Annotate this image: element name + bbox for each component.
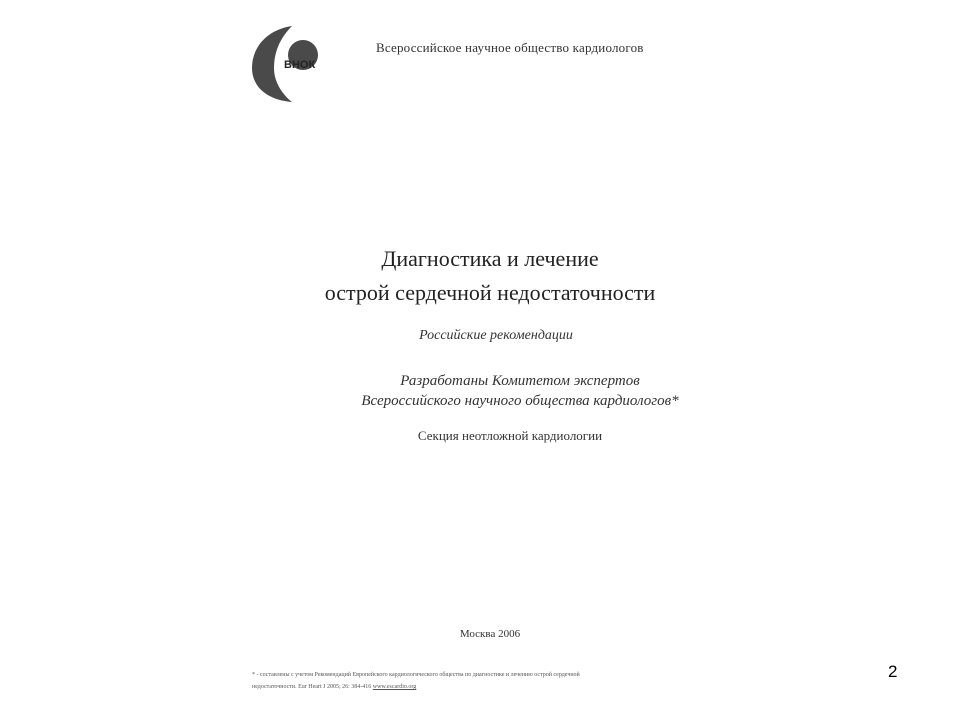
footnote-line-1: * - составлены с учетом Рекомендаций Европейского кардиологического общества по диагностике и лечению острой сердечной bbox=[252, 672, 580, 678]
city-year: Москва 2006 bbox=[459, 628, 521, 640]
footnote-line-2 bbox=[252, 681, 732, 693]
document-subtitle: Российские рекомендации bbox=[419, 328, 573, 343]
svg-text:ВНОК: ВНОК bbox=[284, 59, 316, 71]
footnote-citation: недостаточности. Eur Heart J 2005; 26: 384-416 bbox=[252, 684, 372, 690]
developed-by-line-2: Всероссийского научного общества кардиологов* bbox=[361, 393, 679, 409]
footnote-link[interactable]: www.escardio.org bbox=[372, 684, 417, 690]
document-title-line-2: острой сердечной недостаточности bbox=[324, 280, 656, 305]
vnok-logo bbox=[248, 24, 320, 104]
organization-name: Всероссийское научное общество кардиологов bbox=[376, 40, 644, 55]
section-name: Секция неотложной кардиологии bbox=[417, 428, 603, 443]
developed-by-line-1: Разработаны Комитетом экспертов bbox=[400, 373, 640, 389]
slide-number: 2 bbox=[888, 662, 898, 681]
document-title-line-1: Диагностика и лечение bbox=[381, 246, 599, 271]
footnote bbox=[252, 669, 732, 693]
